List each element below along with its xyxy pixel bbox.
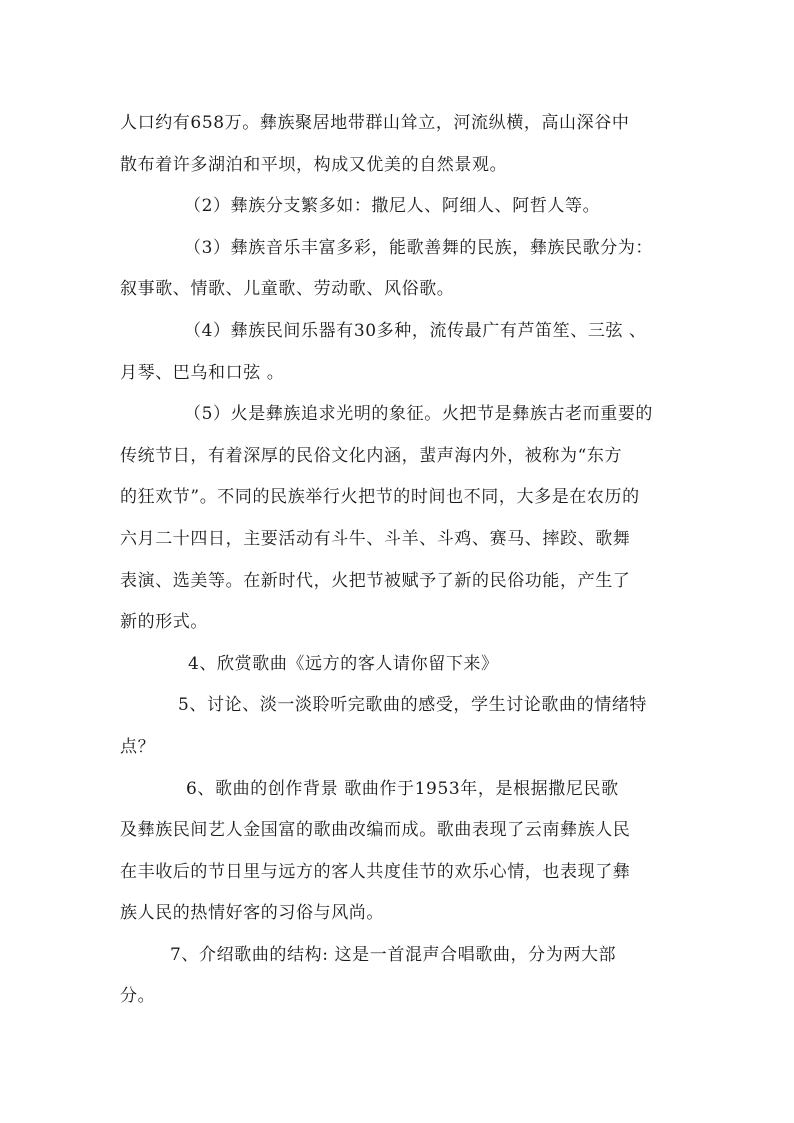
text-line: （2）彝族分支繁多如：撒尼人、阿细人、阿哲人等。	[184, 196, 601, 217]
text-line: 表演、选美等。在新时代，火把节被赋予了新的民俗功能，产生了	[120, 570, 631, 591]
text-line: 及彝族民间艺人金国富的歌曲改编而成。歌曲表现了云南彝族人民	[120, 820, 631, 841]
text-line: 7、介绍歌曲的结构: 这是一首混声合唱歌曲，分为两大部	[170, 944, 617, 965]
text-line: 点？	[120, 736, 156, 757]
text-line: 族人民的热情好客的习俗与风尚。	[120, 903, 384, 924]
text-line: 4、欣赏歌曲《远方的客人请你留下来》	[188, 653, 499, 674]
text-line: （4）彝族民间乐器有30多种，流传最广有芦笛笙、三弦 、	[184, 320, 647, 341]
text-line: 散布着许多湖泊和平坝，构成又优美的自然景观。	[120, 154, 508, 175]
text-line: 6、歌曲的创作背景 歌曲作于1953年，是根据撒尼民歌	[186, 778, 619, 799]
text-line: 人口约有658万。彝族聚居地带群山耸立，河流纵横，高山深谷中	[120, 113, 630, 133]
text-line: 叙事歌、情歌、儿童歌、劳动歌、风俗歌。	[120, 279, 455, 300]
text-line: 在丰收后的节日里与远方的客人共度佳节的欢乐心情，也表现了彝	[120, 861, 631, 882]
text-line: 六月二十四日，主要活动有斗牛、斗羊、斗鸡、赛马、摔跤、歌舞	[120, 528, 631, 549]
text-line: 传统节日，有着深厚的民俗文化内涵，蜚声海内外，被称为“东方	[120, 445, 623, 466]
text-line: （5）火是彝族追求光明的象征。火把节是彝族古老而重要的	[184, 404, 654, 425]
text-line: （3）彝族音乐丰富多彩，能歌善舞的民族，彝族民歌分为：	[184, 237, 654, 258]
text-line: 月琴、巴乌和口弦 。	[120, 362, 285, 383]
text-line: 的狂欢节”。不同的民族举行火把节的时间也不同，大多是在农历的	[120, 487, 640, 508]
document-body	[120, 103, 680, 1018]
text-line: 新的形式。	[120, 612, 208, 633]
text-line: 分。	[120, 986, 156, 1007]
text-line: 5、讨论、淡一淡聆听完歌曲的感受，学生讨论歌曲的情绪特	[178, 695, 648, 716]
